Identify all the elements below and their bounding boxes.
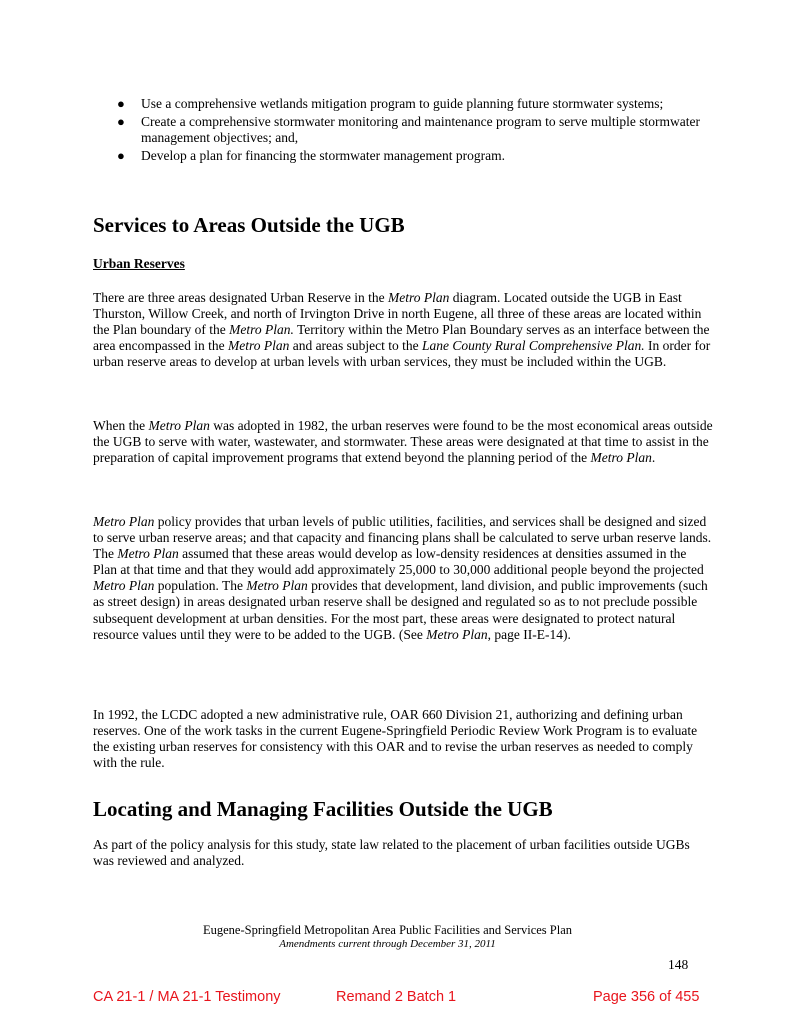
stamp-page-count: Page 356 of 455 bbox=[593, 989, 700, 1005]
stamp-batch: Remand 2 Batch 1 bbox=[336, 989, 457, 1005]
paragraph-metro-plan-1982: When the Metro Plan was adopted in 1982, the urban reserves were found to be the most economical areas outside the UGB to serve with water, wastewater, and stormwater. These areas were designated at that time to assist in the preparation of capital improvement programs that extend beyond the planning period of the Metro Plan. bbox=[93, 418, 713, 466]
paragraph-policy-analysis: As part of the policy analysis for this study, state law related to the placement of urban facilities outside UGBs was reviewed and analyzed. bbox=[93, 837, 690, 869]
bullet-dot-icon: ● bbox=[117, 96, 125, 111]
bullet-dot-icon: ● bbox=[117, 114, 125, 129]
section-heading-locating: Locating and Managing Facilities Outside the UGB bbox=[93, 797, 553, 821]
list-item: ● Use a comprehensive wetlands mitigation program to guide planning future stormwater systems; bbox=[117, 96, 664, 111]
paragraph-urban-reserves-intro: There are three areas designated Urban Reserve in the Metro Plan diagram. Located outside the UGB in East Thurston, Willow Creek, and north of Irvington Drive in north Eugene, all three of these areas are located within the Plan boundary of the Metro Plan. Territory within the Metro Plan Boundary serves as an interface between the area encompassed in the Metro Plan and areas subject to the Lane County Rural Comprehensive Plan. In order for urban reserve areas to develop at urban levels with urban services, they must be included within the UGB. bbox=[93, 290, 711, 370]
paragraph-lcdc-1992: In 1992, the LCDC adopted a new administrative rule, OAR 660 Division 21, authorizing and defining urban reserves. One of the work tasks in the current Eugene-Springfield Periodic Review Work Program is to evaluate the existing urban reserves for consistency with this OAR and to revise the urban reserves as needed to comply with the rule. bbox=[93, 707, 698, 771]
paragraph-metro-plan-policy: Metro Plan policy provides that urban levels of public utilities, facilities, and services shall be designed and sized to serve urban reserve areas; and that capacity and financing plans shall be calculated to serve urban reserve lands. The Metro Plan assumed that these areas would develop as low-density residences at densities assumed in the Plan at that time and that they would add approximately 25,000 to 30,000 additional people beyond the projected Metro Plan population. The Metro Plan provides that development, land division, and public improvements (such as street design) in areas designated urban reserve shall be designed and regulated so as to not preclude possible subsequent development at urban densities. For the most part, these areas were designated to protect natural resource values until they were to be added to the UGB. (See Metro Plan, page II-E-14). bbox=[93, 514, 712, 642]
stamp-testimony: CA 21-1 / MA 21-1 Testimony bbox=[93, 989, 281, 1005]
bullet-list bbox=[93, 96, 713, 166]
footer-subtitle: Amendments current through December 31, 2011 bbox=[279, 938, 496, 950]
list-item: ● Develop a plan for financing the stormwater management program. bbox=[117, 148, 505, 163]
section-heading-services: Services to Areas Outside the UGB bbox=[93, 213, 405, 237]
subheading-urban-reserves: Urban Reserves bbox=[93, 256, 185, 271]
page-number: 148 bbox=[668, 957, 689, 972]
bullet-dot-icon: ● bbox=[117, 148, 125, 163]
list-item: ● Create a comprehensive stormwater monitoring and maintenance program to serve multiple stormwater management objectives; and, bbox=[117, 114, 700, 145]
footer-title: Eugene-Springfield Metropolitan Area Public Facilities and Services Plan bbox=[202, 923, 572, 937]
